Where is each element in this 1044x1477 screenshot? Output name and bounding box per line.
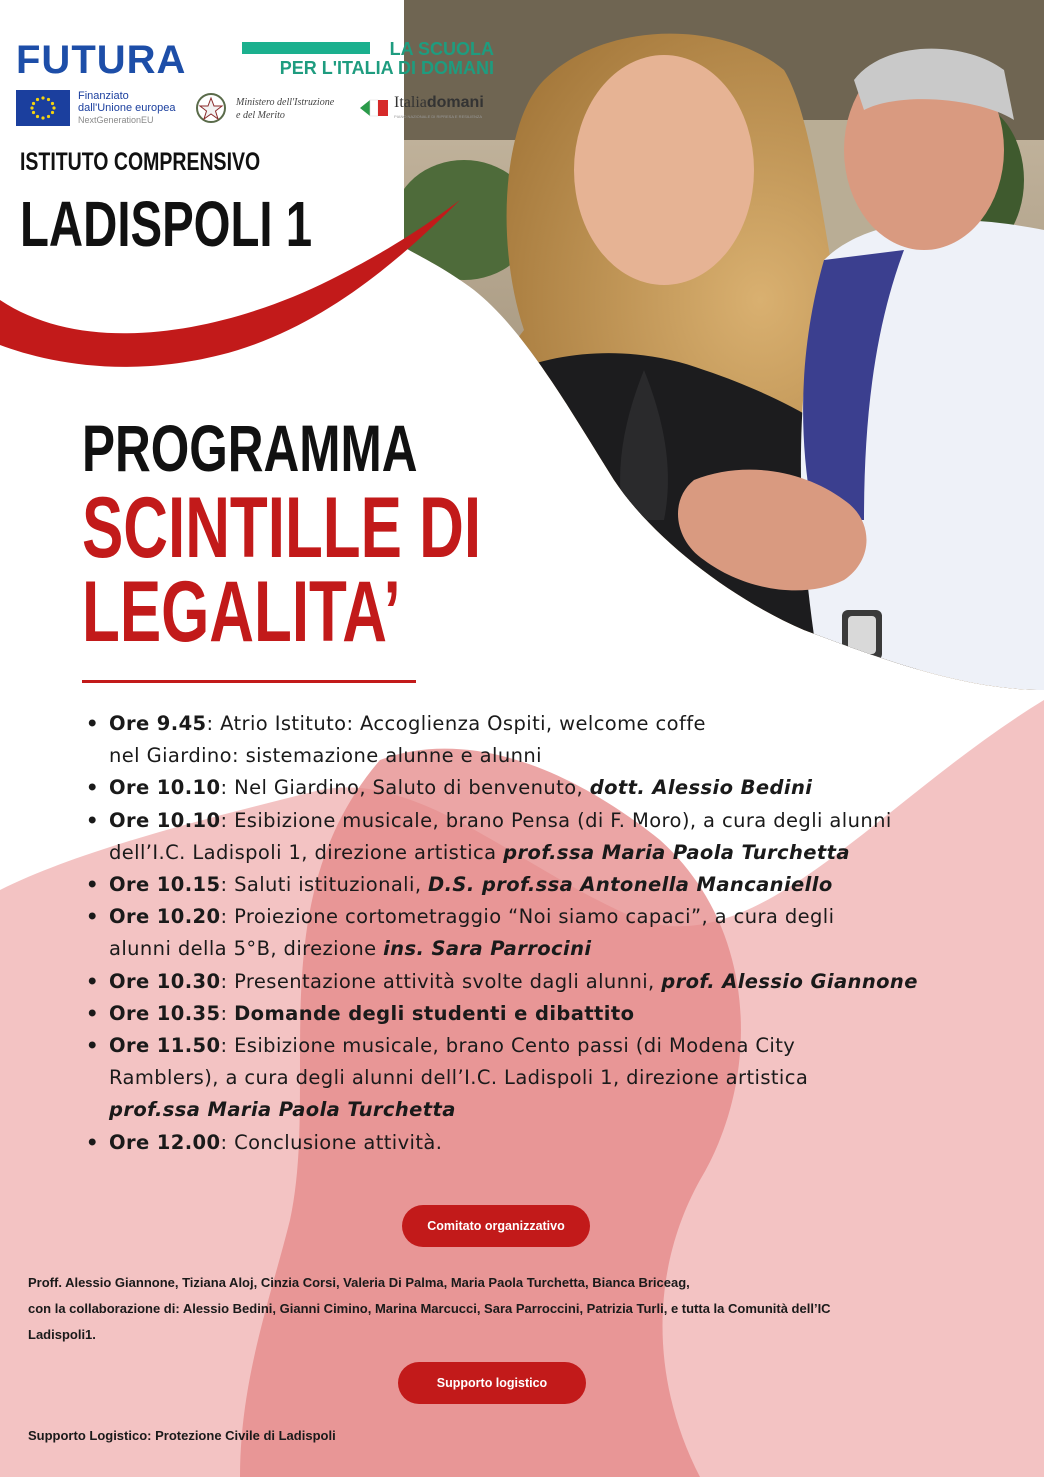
italiadomani-subtitle: PIANO NAZIONALE DI RIPRESA E RESILIENZA (394, 114, 483, 119)
program-sep: : (220, 1130, 235, 1154)
program-text: Nel Giardino, Saluto di benvenuto, (234, 776, 590, 800)
program-sep: : (220, 808, 235, 832)
italian-emblem-icon (194, 90, 228, 126)
program-person: D.S. prof.ssa Antonella Mancaniello (428, 873, 833, 897)
program-text: Conclusione attività. (234, 1130, 443, 1154)
eu-line1: Finanziato (78, 90, 129, 102)
ministero-line2: e del Merito (236, 110, 285, 121)
program-item (86, 998, 996, 1030)
program-item (86, 901, 996, 965)
program-item (86, 869, 996, 901)
title-line1: PROGRAMMA (82, 411, 418, 485)
program-time: Ore 11.50 (109, 1034, 221, 1058)
school-name: LADISPOLI 1 (20, 188, 313, 260)
program-text: Saluti istituzionali, (234, 873, 429, 897)
committee-line1: Proff. Alessio Giannone, Tiziana Aloj, Cinzia Corsi, Valeria Di Palma, Maria Paola Turchetta, Bianca Briceag, (28, 1275, 690, 1290)
committee-line2: con la collaborazione di: Alessio Bedini, Gianni Cimino, Marina Marcucci, Sara Parroccini, Patrizia Turli, e tutta la Comunità dell’IC (28, 1301, 831, 1316)
program-sep: : (220, 1034, 235, 1058)
eu-line2: dall'Unione europea (78, 102, 176, 114)
committee-line3: Ladispoli1. (28, 1327, 96, 1342)
program-sep: : (220, 969, 235, 993)
program-time: Ore 10.15 (109, 873, 221, 897)
program-text: Atrio Istituto: Accoglienza Ospiti, welcome coffe (220, 712, 706, 735)
program-time: Ore 10.30 (109, 969, 221, 993)
program-item (86, 805, 996, 869)
program-item (86, 966, 996, 998)
program-sep: : (220, 873, 235, 897)
program-time: Ore 10.10 (109, 808, 221, 832)
page-title (82, 410, 636, 660)
program-text-cont: nel Giardino: sistemazione alunne e alunni (109, 744, 542, 768)
futura-logo: FUTURA (16, 38, 187, 82)
program-time: Ore 10.35 (109, 1001, 221, 1025)
italiadomani-b: domani (426, 94, 484, 111)
italiadomani-text (394, 94, 484, 112)
program-sep: : (220, 1001, 235, 1025)
program-text: Presentazione attività svolte dagli alunni, (234, 969, 662, 993)
program-list (86, 708, 996, 1159)
program-text-cont: dell’I.C. Ladispoli 1, direzione artistica (109, 840, 504, 864)
program-person: dott. Alessio Bedini (589, 776, 813, 800)
program-item (86, 708, 996, 772)
program-person: prof. Alessio Giannone (661, 969, 918, 993)
italiadomani-a: Italia (394, 94, 427, 111)
logistics-text: Supporto Logistico: Protezione Civile di Ladispoli (28, 1428, 336, 1443)
program-person: ins. Sara Parrocini (383, 937, 592, 961)
eu-line3: NextGenerationEU (78, 115, 154, 125)
title-underline (82, 680, 416, 683)
program-time: Ore 10.20 (109, 905, 221, 929)
scuola-logo (242, 40, 494, 78)
scuola-line2: PER L'ITALIA DI DOMANI (279, 58, 494, 78)
program-sep: : (220, 776, 235, 800)
program-text: Esibizione musicale, brano Cento passi (di Modena City (234, 1034, 796, 1058)
program-text: Proiezione cortometraggio “Noi siamo capaci”, a cura degli (234, 905, 835, 929)
ministero-text (236, 96, 334, 122)
italy-flag-icon (360, 98, 388, 118)
program-time: Ore 9.45 (109, 712, 207, 735)
logistics-badge: Supporto logistico (398, 1362, 586, 1404)
program-person: prof.ssa Maria Paola Turchetta (109, 1098, 456, 1122)
committee-credits (28, 1270, 1028, 1348)
program-item (86, 1127, 996, 1159)
ministero-line1: Ministero dell'Istruzione (236, 97, 335, 108)
logo-bar (14, 38, 494, 130)
program-text-cont: alunni della 5°B, direzione (109, 937, 384, 961)
program-person: prof.ssa Maria Paola Turchetta (503, 840, 850, 864)
program-time: Ore 12.00 (109, 1130, 221, 1154)
eu-flag-icon (16, 90, 70, 126)
program-strong: Domande degli studenti e dibattito (234, 1001, 635, 1025)
program-text-cont: Ramblers), a cura degli alunni dell’I.C. Ladispoli 1, direzione artistica (109, 1066, 809, 1090)
program-sep: : (206, 712, 221, 735)
program-item (86, 772, 996, 804)
eu-funding-text (78, 90, 176, 126)
program-sep: : (220, 905, 235, 929)
title-line2: SCINTILLE DI (82, 480, 482, 576)
program-time: Ore 10.10 (109, 776, 221, 800)
program-text: Esibizione musicale, brano Pensa (di F. Moro), a cura degli alunni (234, 808, 892, 832)
scuola-line1: LA SCUOLA (389, 39, 494, 59)
program-item (86, 1030, 996, 1127)
school-type: ISTITUTO COMPRENSIVO (20, 148, 261, 176)
committee-badge: Comitato organizzativo (402, 1205, 590, 1247)
title-line3: LEGALITA’ (82, 564, 401, 660)
